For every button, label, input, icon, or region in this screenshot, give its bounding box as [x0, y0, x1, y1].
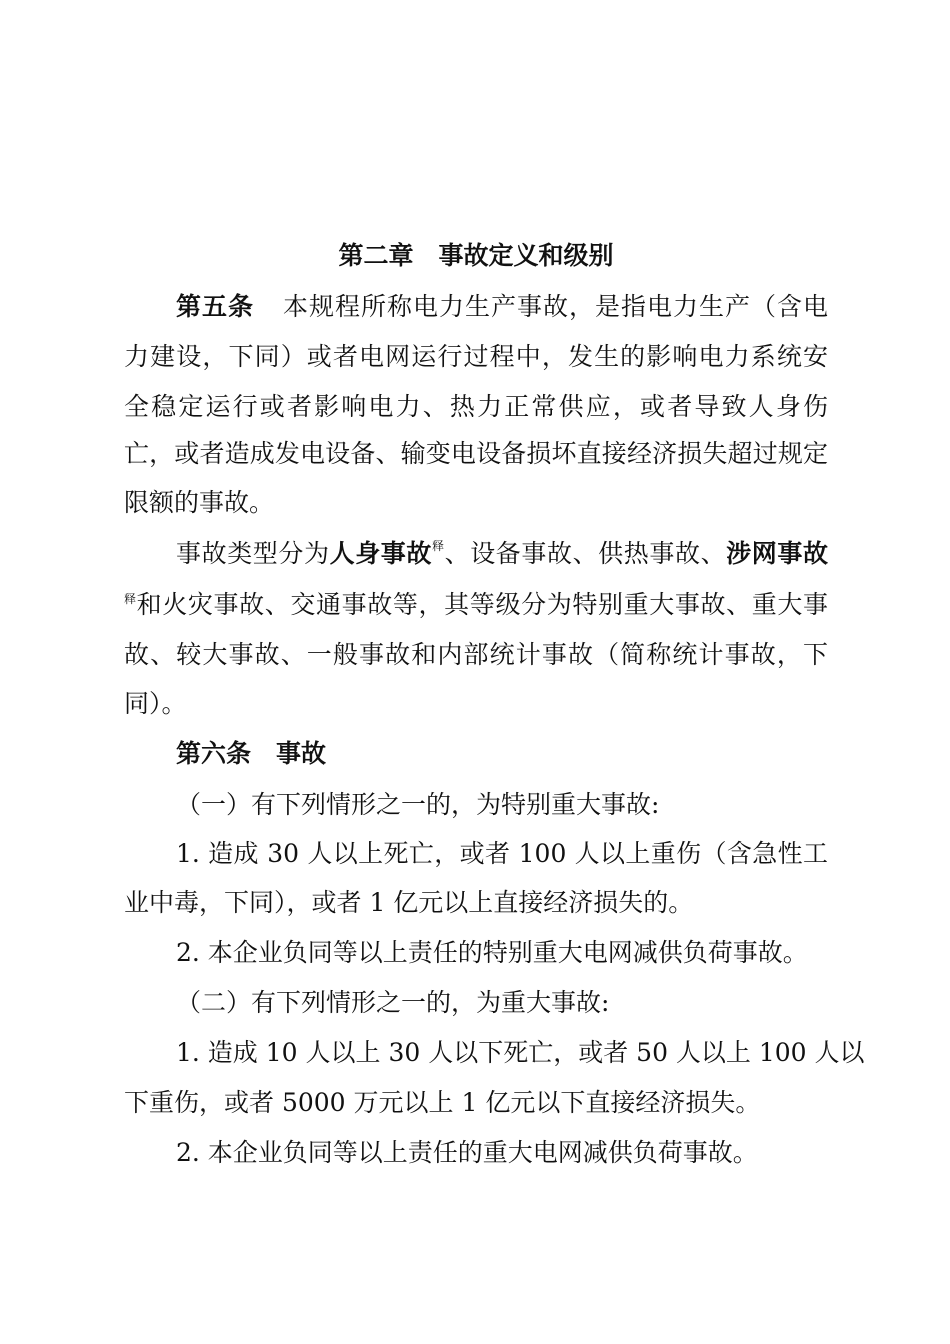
article-5-line-3: 全稳定运行或者影响电力、热力正常供应，或者导致人身伤 [124, 392, 828, 421]
types-line-1 [176, 538, 828, 570]
term-personal-accident: 人身事故 [329, 539, 432, 568]
article-6-sub-2-item-2: 2. 本企业负同等以上责任的重大电网减供负荷事故。 [176, 1138, 758, 1167]
types-middle: 、设备事故、供热事故、 [444, 539, 727, 568]
chapter-title: 第二章 事故定义和级别 [338, 241, 614, 270]
types-prefix: 事故类型分为 [176, 539, 330, 568]
article-5-line-1 [176, 291, 828, 323]
types-line-4: 同）。 [124, 689, 187, 718]
article-5-line-4: 亡，或者造成发电设备、输变电设备损坏直接经济损失超过规定 [124, 439, 828, 468]
article-6-sub-2: （二）有下列情形之一的，为重大事故: [176, 988, 610, 1017]
article-5-text-1: 本规程所称电力生产事故，是指电力生产（含电 [282, 292, 828, 321]
article-6-sub-1-item-1-line-1: 1. 造成 30 人以上死亡，或者 100 人以上重伤（含急性工 [176, 839, 828, 868]
footnote-mark-2: 释 [124, 592, 137, 606]
article-5-line-2: 力建设，下同）或者电网运行过程中，发生的影响电力系统安 [124, 342, 828, 371]
article-5-line-5: 限额的事故。 [124, 488, 275, 517]
article-6-sub-2-item-1-line-2: 下重伤，或者 5000 万元以上 1 亿元以下直接经济损失。 [124, 1088, 761, 1117]
article-6-sub-2-item-1-line-1: 1. 造成 10 人以上 30 人以下死亡，或者 50 人以上 100 人以 [176, 1038, 865, 1067]
types-line-2 [124, 589, 828, 625]
article-6-sub-1-item-2: 2. 本企业负同等以上责任的特别重大电网减供负荷事故。 [176, 938, 808, 967]
types-line-3: 故、较大事故、一般事故和内部统计事故（简称统计事故，下 [124, 640, 828, 669]
footnote-mark-1: 释 [431, 539, 445, 553]
types-line-2-text: 和火灾事故、交通事故等，其等级分为特别重大事故、重大事 [136, 590, 828, 619]
article-5-heading: 第五条 [176, 292, 254, 321]
article-6-sub-1: （一）有下列情形之一的，为特别重大事故: [176, 790, 660, 819]
article-6-heading: 第六条 事故 [176, 739, 327, 768]
article-6-sub-1-item-1-line-2: 业中毒，下同），或者 1 亿元以上直接经济损失的。 [124, 888, 694, 917]
term-grid-accident: 涉网事故 [726, 539, 828, 568]
